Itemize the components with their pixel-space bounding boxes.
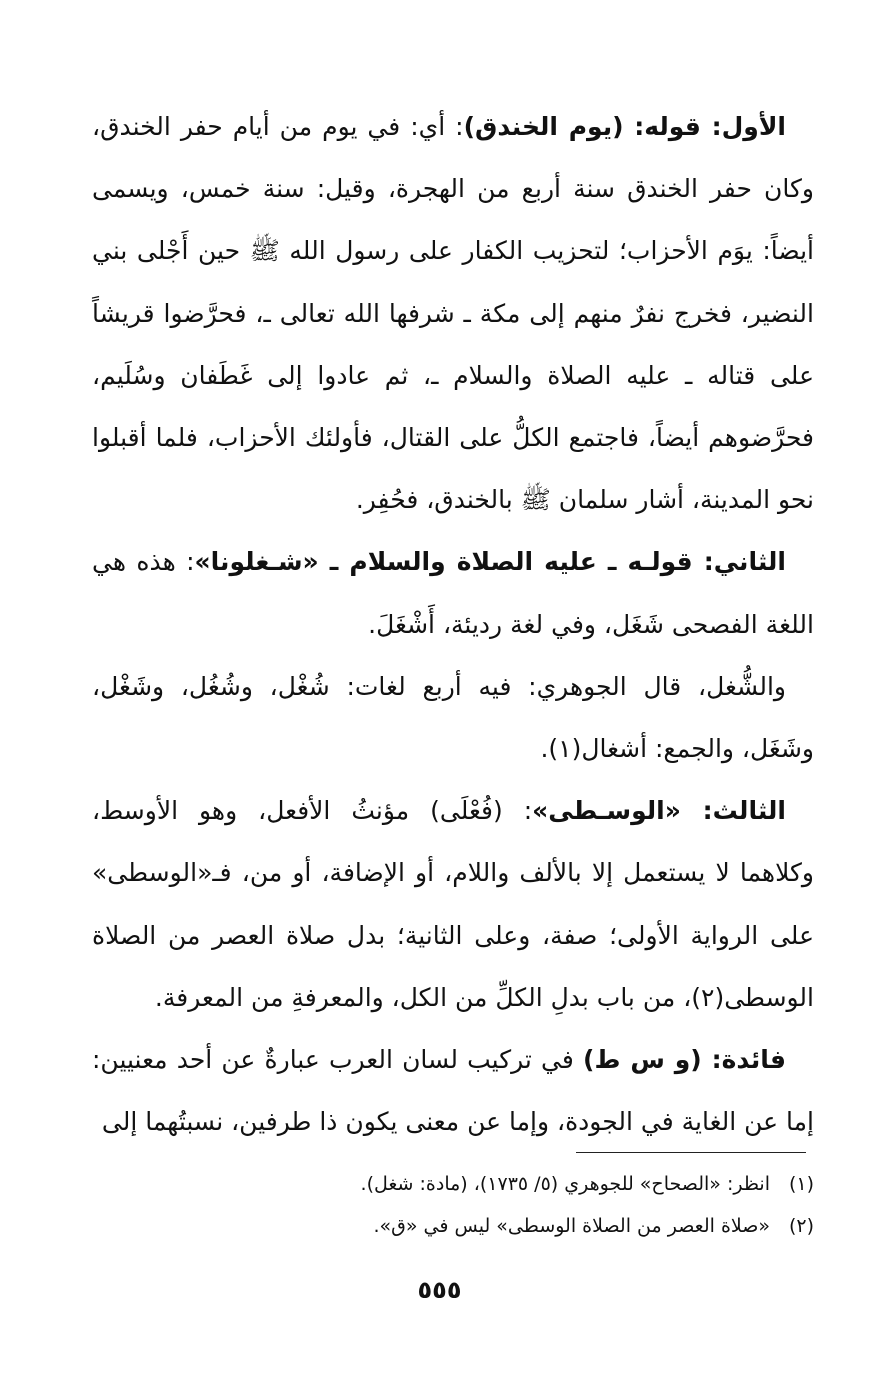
footnote-number: (١)	[788, 1173, 814, 1195]
paragraph-text: في تركيب لسان العرب عبارةٌ عن أحد معنيين: إما عن الغاية في الجودة، وإما عن معنى يكون ذا طرفين، نسبتُهما إلى	[92, 1045, 814, 1137]
paragraph-lead: فائدة: (و س ط)	[583, 1045, 786, 1075]
paragraph-lead: الثالث: «الوسـطى»	[532, 796, 786, 826]
paragraph-text: : (فُعْلَى) مؤنثُ الأفعل، وهو الأوسط، وكلاهما لا يستعمل إلا بالألف واللام، أو الإضافة، أو من، فـ«الوسطى» على الرواية الأولى؛ صفة، وعلى الثانية؛ بدل صلاة العصر من الصلاة الوسطى(٢)، من باب بدلِ الكلِّ من الكل، والمعرفةِ من المعرفة.	[92, 796, 814, 1012]
paragraph-lead: الثاني: قولـه ـ عليه الصلاة والسلام ـ «شـغلونا»	[194, 547, 786, 577]
paragraph-benefit	[92, 1029, 814, 1153]
paragraph-text: والشُّغل، قال الجوهري: فيه أربع لغات: شُغْل، وشُغُل، وشَغْل، وشَغَل، والجمع: أشغال(١).	[92, 671, 814, 764]
paragraph-lead: الأول: قوله: (يوم الخندق)	[463, 112, 787, 141]
paragraph-text: : هذه هي اللغة الفصحى شَغَل، وفي لغة رديئة، أَشْغَلَ.	[92, 547, 814, 639]
main-text	[92, 96, 814, 1153]
paragraph-shughl	[92, 656, 814, 780]
paragraph-third	[92, 780, 814, 1029]
paragraph-second	[92, 531, 814, 655]
footnote-text: انظر: «الصحاح» للجوهري (٥/ ١٧٣٥)، (مادة: شغل).	[360, 1173, 770, 1195]
footnote-item	[92, 1205, 814, 1247]
footnote-item	[92, 1163, 814, 1205]
footnotes	[92, 1163, 814, 1247]
paragraph-text: : أي: في يوم من أيام حفر الخندق، وكان حفر الخندق سنة أربع من الهجرة، وقيل: سنة خمس، ويسمى أيضاً: يوَم الأحزاب؛ لتحزيب الكفار على رسول الله ﷺ حين أَجْلى بني النضير، فخرج نفرٌ منهم إلى مكة ـ شرفها الله تعالى ـ، فحرَّضوا قريشاً على قتاله ـ عليه الصلاة والسلام ـ، ثم عادوا إلى غَطَفان وسُلَيم، فحرَّضوهم أيضاً، فاجتمع الكلُّ على القتال، فأولئك الأحزاب، فلما أقبلوا نحو المدينة، أشار سلمان ﷺ بالخندق، فحُفِر.	[92, 112, 814, 515]
footnote-divider	[576, 1152, 806, 1153]
page-number: ٥٥٥	[417, 1276, 462, 1304]
footnote-number: (٢)	[788, 1215, 814, 1237]
paragraph-first	[92, 96, 814, 531]
footnote-text: «صلاة العصر من الصلاة الوسطى» ليس في «ق».	[373, 1215, 770, 1237]
